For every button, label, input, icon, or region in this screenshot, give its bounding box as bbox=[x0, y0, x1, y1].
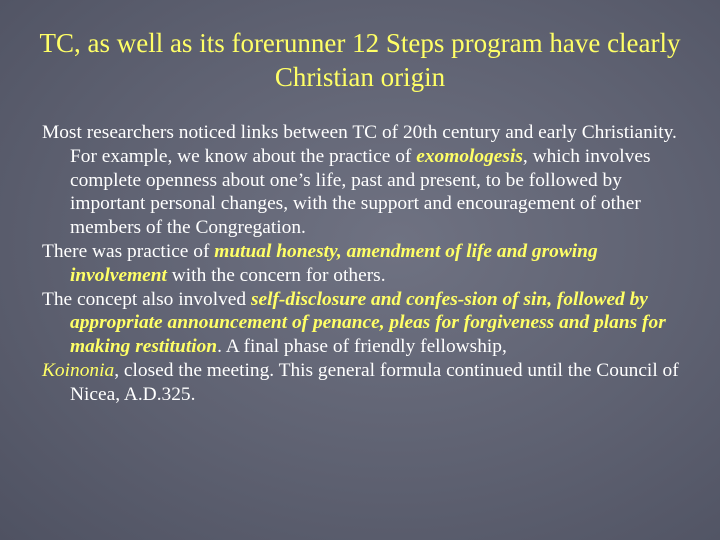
paragraph-text: . A final phase of friendly fellowship, bbox=[217, 336, 507, 358]
emphasis-term: mutual honesty, amendment of life and growing involvement bbox=[70, 240, 598, 286]
paragraph-exomologesis bbox=[42, 121, 682, 240]
slide-title: TC, as well as its forerunner 12 Steps program have clearly Christian origin bbox=[39, 28, 681, 92]
emphasis-term: exomologesis bbox=[416, 145, 523, 167]
paragraph-self-disclosure bbox=[42, 288, 682, 359]
paragraph-text: , which involves complete openness about one’s life, past and present, to be followed by important personal changes, with the support and encouragement of other members of the Congregation. bbox=[70, 145, 651, 239]
paragraph-text: There was practice of bbox=[42, 240, 215, 262]
paragraph-koinonia bbox=[42, 359, 682, 407]
paragraph-text: , closed the meeting. This general formula continued until the Council of Nicea, A.D.325. bbox=[70, 359, 679, 405]
paragraph-text: Most researchers noticed links between TC of 20th century and early Christianity. For example, we know about the practice of bbox=[42, 122, 677, 167]
paragraph-text: The concept also involved bbox=[42, 288, 251, 310]
paragraph-text: with the concern for others. bbox=[166, 264, 386, 286]
emphasis-term: self-disclosure and confes-sion of sin, followed by appropriate announcement of penance, pleas for forgiveness and plans for making restitution bbox=[70, 288, 666, 358]
emphasis-term: Koinonia bbox=[42, 359, 115, 381]
paragraph-mutual-honesty bbox=[42, 240, 682, 288]
slide-body bbox=[42, 121, 682, 407]
